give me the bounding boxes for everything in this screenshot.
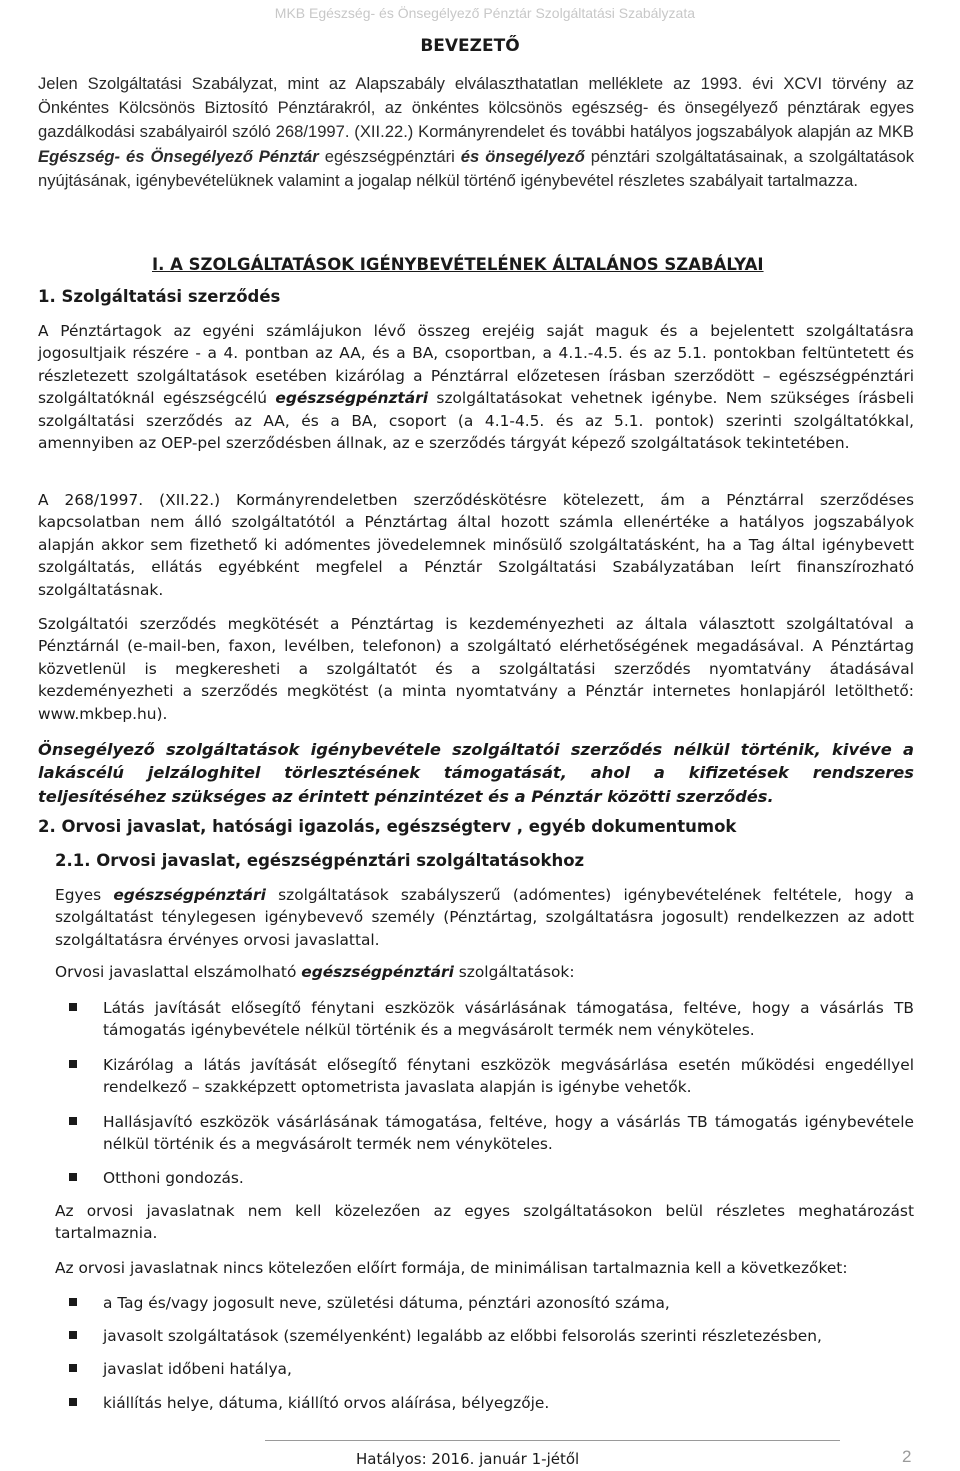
paragraph-eligible-services: [55, 961, 914, 983]
p6-emphasis-1: egészségpénztári: [301, 963, 454, 981]
page-number: 2: [902, 1447, 912, 1466]
bullet-square-icon: [69, 1003, 77, 1011]
p1-emphasis-1: egészségpénztári: [275, 389, 429, 408]
paragraph-form-requirements: Az orvosi javaslatnak nincs kötelezően előírt formája, de minimálisan tartalmaznia kell a következőket:: [55, 1259, 848, 1277]
heading-2-1: 2.1. Orvosi javaslat, egészségpénztári szolgáltatásokhoz: [55, 851, 585, 870]
bullet-square-icon: [69, 1364, 77, 1372]
list-item: javaslat időbeni hatálya,: [103, 1360, 292, 1378]
page-title: BEVEZETŐ: [420, 36, 520, 56]
p5-text-2: szolgáltatások szabályszerű (adómentes) igénybevételének feltétele, hogy a szolgáltatást ténylegesen igénybevevő személy (Pénztártag, szolgáltatásra jogosult) rendelkezzen az adott szolgáltatásra érvényes orvosi javaslattal.: [55, 886, 914, 949]
paragraph-no-detail: Az orvosi javaslatnak nem kell közelezően az egyes szolgáltatásokon belül részletes meghatározást tartalmaznia.: [55, 1202, 914, 1243]
intro-emphasis-2: és önsegélyező: [460, 146, 585, 166]
bullet-square-icon: [69, 1060, 77, 1068]
paragraph-self-help: Önsegélyező szolgáltatások igénybevétele szolgáltatói szerződés nélkül történik, kivéve a lakáscélú jelzáloghitel törlesztésének támogatását, ahol a kifizetések rendszeres teljesítéséhez szükséges az érintett pénzintézet és a Pénztár közötti szerződés.: [38, 740, 914, 806]
p6-text-1: Orvosi javaslattal elszámolható: [55, 963, 302, 981]
bullet-square-icon: [69, 1173, 77, 1181]
heading-1: 1. Szolgáltatási szerződés: [38, 287, 281, 306]
p1-text-2: szolgáltatásokat vehetnek igénybe. Nem szükséges írásbeli szolgáltatási szerződés az AA, és a BA, csoport (a 4.1-4.5. és az 5.1. pontok) szerinti szolgáltatókkal, amennyiben az OEP-pel szerződésben állnak, az e szerződés tárgyát képező szolgáltatások tekintetében.: [38, 389, 914, 453]
list-item: Látás javítását elősegítő fénytani eszközök vásárlásának támogatása, feltéve, hogy a vásárlás TB támogatás igénybevétele nélkül történik és a megvásárolt termék nem vényköteles.: [103, 999, 914, 1040]
list-item: a Tag és/vagy jogosult neve, születési dátuma, pénztári azonosító száma,: [103, 1294, 670, 1312]
paragraph-govt-decree: A 268/1997. (XII.22.) Kormányrendeletben szerződéskötésre kötelezett, ám a Pénztárral szerződéses kapcsolatban nem álló szolgáltatótól a Pénztártag által hozott számla ellenértéke a hatályos jogszabályok alapján akkor sem fizethető ki adómentes jövedelemnek minősülő szolgáltatásként, ha a Tag által igénybevett szolgáltatás, ellátás egyébként megfelel a Pénztár Szolgáltatási Szabályzatában leírt finanszírozható szolgáltatásnak.: [38, 491, 914, 599]
intro-paragraph: [38, 72, 914, 193]
list-item: Hallásjavító eszközök vásárlásának támogatása, feltéve, hogy a vásárlás TB támogatás igénybevétele nélkül történik és a megvásárolt termék nem vényköteles.: [103, 1113, 914, 1154]
paragraph-medical-advice: [55, 884, 914, 951]
running-header: MKB Egészség- és Önsegélyező Pénztár Szolgáltatási Szabályzata: [274, 5, 695, 21]
bullet-square-icon: [69, 1117, 77, 1125]
list-item: kiállítás helye, dátuma, kiállító orvos aláírása, bélyegzője.: [103, 1394, 550, 1412]
bullet-square-icon: [69, 1298, 77, 1306]
section-title: I. A SZOLGÁLTATÁSOK IGÉNYBEVÉTELÉNEK ÁLTALÁNOS SZABÁLYAI: [152, 255, 764, 274]
paragraph-provider-contract: Szolgáltatói szerződés megkötését a Pénztártag is kezdeményezheti az általa választott szolgáltatóval a Pénztárnál (e-mail-ben, faxon, levélben, telefonon) a szolgáltató elérhetőségének megadásával. A Pénztártag közvetlenül is megkeresheti a szolgáltatót és a szolgáltatási szerződés nyomtatvány átadásával kezdeményezheti a szerződés megkötést (a minta nyomtatvány a Pénztár internetes honlapjáról letölthető: www.mkbep.hu).: [38, 615, 914, 723]
paragraph-contract: [38, 320, 914, 454]
p5-text-1: Egyes: [55, 886, 114, 904]
footer-effective-date: Hatályos: 2016. január 1-jétől: [356, 1450, 580, 1468]
p6-text-2: szolgáltatások:: [453, 963, 575, 981]
footer-divider: [265, 1440, 840, 1441]
p5-emphasis-1: egészségpénztári: [113, 886, 266, 904]
list-item: javasolt szolgáltatások (személyenként) legalább az előbbi felsorolás szerinti részletezésben,: [103, 1327, 822, 1345]
intro-text-2: egészségpénztári: [318, 146, 461, 166]
p1-text-1: A Pénztártagok az egyéni számlájukon lévő összeg erejéig saját maguk és a bejelentett szolgáltatásra jogosultjaik részére - a 4. pontban az AA, és a BA, csoportban, a 4.1.-4.5. és az 5.1. pontokban feltüntetett és részletezett szolgáltatások esetében kizárólag a Pénztárral előzetesen írásban szerződött – egészségpénztári szolgáltatóknál egészségcélú: [38, 322, 914, 408]
bullet-square-icon: [69, 1398, 77, 1406]
intro-text-1: Jelen Szolgáltatási Szabályzat, mint az Alapszabály elválaszthatatlan melléklete az 1993. évi XCVI törvény az Önkéntes Kölcsönös Biztosító Pénztárakról, az önkéntes kölcsönös egészség- és önsegélyező pénztárak egyes gazdálkodási szabályairól szóló 268/1997. (XII.22.) Kormányrendelet és további hatályos jogszabályok alapján az MKB: [38, 74, 914, 142]
intro-text-3: pénztári szolgáltatásainak, a szolgáltatások nyújtásának, igénybevételüknek valamint a jogalap nélkül történő igénybevétel részletes szabályait tartalmazza.: [38, 146, 914, 190]
heading-2: 2. Orvosi javaslat, hatósági igazolás, egészségterv , egyéb dokumentumok: [38, 817, 737, 836]
list-item: Kizárólag a látás javítását elősegítő fénytani eszközök megvásárlása esetén működési engedéllyel rendelkező – szakképzett optometrista javaslata alapján is igénybe vehetők.: [103, 1056, 914, 1097]
bullet-square-icon: [69, 1331, 77, 1339]
list-item: Otthoni gondozás.: [103, 1169, 244, 1187]
intro-emphasis-1: Egészség- és Önsegélyező Pénztár: [38, 146, 319, 166]
